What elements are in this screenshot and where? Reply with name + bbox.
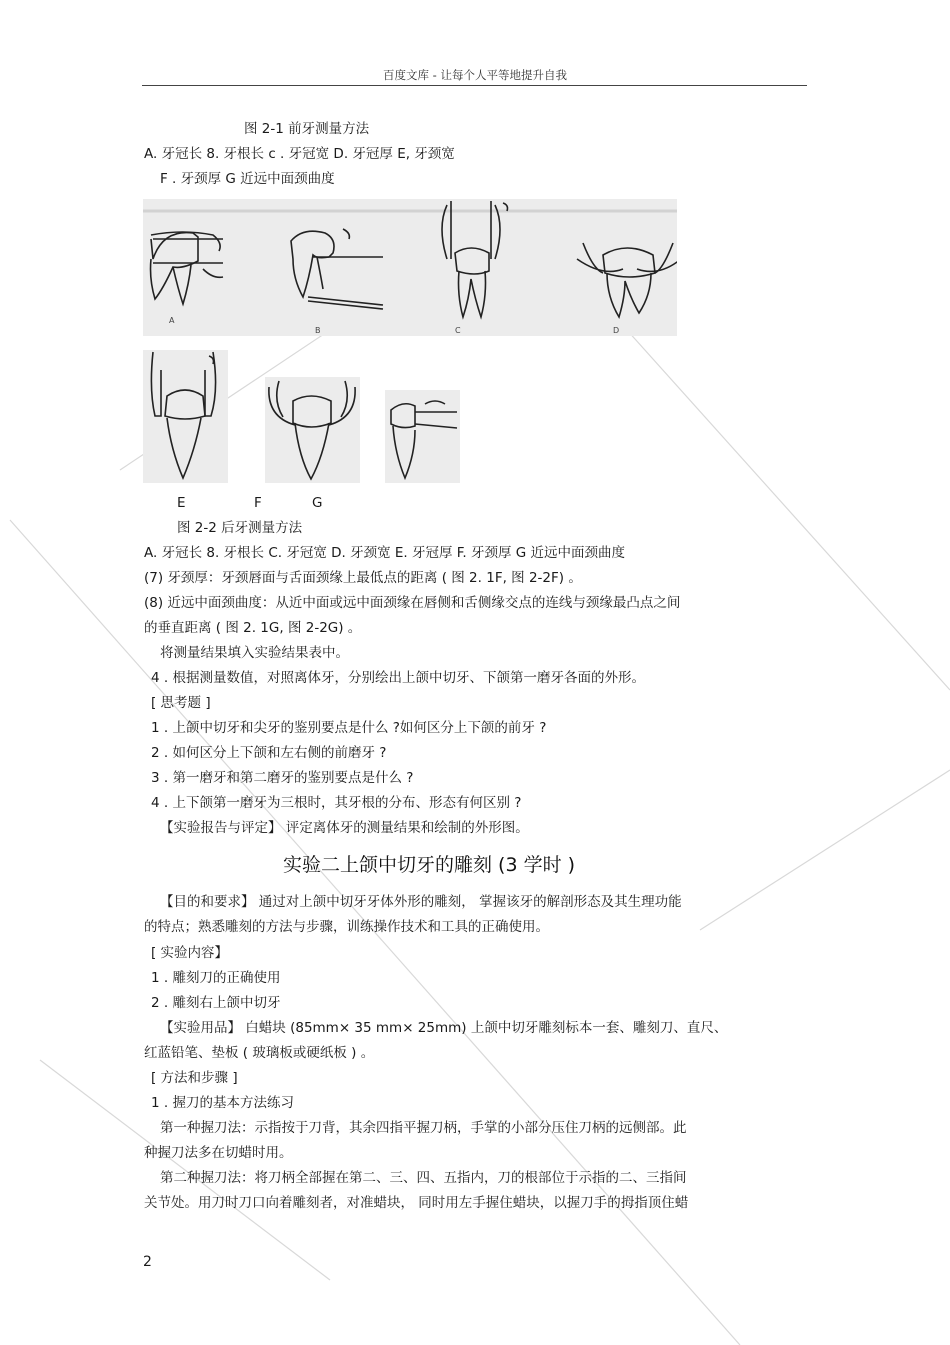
- question-2: 2 . 如何区分上下颌和左右侧的前磨牙 ?: [151, 745, 387, 761]
- supplies-line1: 【实验用品】 白蜡块 (85mm× 35 mm× 25mm) 上颌中切牙雕刻标本一套、雕刻刀、直尺、: [160, 1020, 728, 1036]
- content-heading: [ 实验内容】: [151, 945, 229, 961]
- page-header: 百度文库 - 让每个人平等地提升自我: [383, 68, 567, 82]
- question-4: 4 . 上下颌第一磨牙为三根时，其牙根的分布、形态有何区别 ?: [151, 795, 522, 811]
- figure-2-1-legend-line1: A. 牙冠长 8. 牙根长 c . 牙冠宽 D. 牙冠厚 E, 牙颈宽: [144, 146, 455, 162]
- page-number: 2: [143, 1254, 152, 1270]
- paragraph-8-line1: (8) 近远中面颈曲度：从近中面或远中面颈缘在唇侧和舌侧缘交点的连线与颈缘最凸点之间: [144, 595, 681, 611]
- grip-method-1-line1: 第一种握刀法：示指按于刀背，其余四指平握刀柄，手掌的小部分压住刀柄的远侧部。此: [160, 1120, 687, 1136]
- figure-2-2-panel-e-image: [143, 350, 228, 483]
- method-step-1: 1 . 握刀的基本方法练习: [151, 1095, 294, 1111]
- figure-2-1-anterior-measurement-image: [143, 199, 677, 336]
- figure-2-2-panel-g-image: [385, 390, 460, 483]
- figure-2-2-label-e: E: [177, 495, 186, 511]
- figure-2-2-panel-f-image: [265, 377, 360, 483]
- grip-method-2-line2: 关节处。用刀时刀口向着雕刻者，对准蜡块， 同时用左手握住蜡块，以握刀手的拇指顶住蜡: [144, 1195, 689, 1211]
- question-3: 3 . 第一磨牙和第二磨牙的鉴别要点是什么 ?: [151, 770, 414, 786]
- paragraph-fill-results: 将测量结果填入实验结果表中。: [160, 645, 349, 661]
- figure-2-1-caption: 图 2-1 前牙测量方法: [244, 121, 370, 137]
- question-1: 1 . 上颌中切牙和尖牙的鉴别要点是什么 ?如何区分上下颌的前牙 ?: [151, 720, 547, 736]
- section-2-title: 实验二上颌中切牙的雕刻 (3 学时 ): [283, 854, 576, 876]
- report-evaluation: 【实验报告与评定】 评定离体牙的测量结果和绘制的外形图。: [160, 820, 529, 836]
- panel-label-d: D: [613, 326, 620, 335]
- grip-method-2-line1: 第二种握刀法：将刀柄全部握在第二、三、四、五指内，刀的根部位于示指的二、三指间: [160, 1170, 687, 1186]
- goals-line1: 【目的和要求】 通过对上颌中切牙牙体外形的雕刻， 掌握该牙的解剖形态及其生理功能: [160, 894, 682, 910]
- goals-line2: 的特点；熟悉雕刻的方法与步骤，训练操作技术和工具的正确使用。: [144, 919, 549, 935]
- header-rule: [142, 85, 807, 86]
- paragraph-8-line2: 的垂直距离 ( 图 2. 1G, 图 2-2G) 。: [144, 620, 362, 636]
- supplies-line2: 红蓝铅笔、垫板 ( 玻璃板或硬纸板 ) 。: [144, 1045, 375, 1061]
- figure-2-2-label-g: G: [312, 495, 323, 511]
- figure-2-2-label-f: F: [254, 495, 262, 511]
- paragraph-step-4: 4 . 根据测量数值，对照离体牙，分别绘出上颌中切牙、下颌第一磨牙各面的外形。: [151, 670, 645, 686]
- content-item-1: 1 . 雕刻刀的正确使用: [151, 970, 281, 986]
- method-heading: [ 方法和步骤 ]: [151, 1070, 238, 1086]
- think-questions-heading: [ 思考题 ]: [151, 695, 211, 711]
- figure-2-1-legend-line2: F . 牙颈厚 G 近远中面颈曲度: [160, 171, 335, 187]
- content-item-2: 2 . 雕刻右上颌中切牙: [151, 995, 281, 1011]
- figure-2-2-caption: 图 2-2 后牙测量方法: [177, 520, 303, 536]
- panel-label-c: C: [455, 326, 461, 335]
- panel-label-a: A: [169, 316, 175, 325]
- grip-method-1-line2: 种握刀法多在切蜡时用。: [144, 1145, 293, 1161]
- figure-2-2-legend: A. 牙冠长 8. 牙根长 C. 牙冠宽 D. 牙颈宽 E. 牙冠厚 F. 牙颈厚 G 近远中面颈曲度: [144, 545, 626, 561]
- panel-label-b: B: [315, 326, 321, 335]
- paragraph-7-neck-thickness: (7) 牙颈厚：牙颈唇面与舌面颈缘上最低点的距离 ( 图 2. 1F, 图 2-2F) 。: [144, 570, 582, 586]
